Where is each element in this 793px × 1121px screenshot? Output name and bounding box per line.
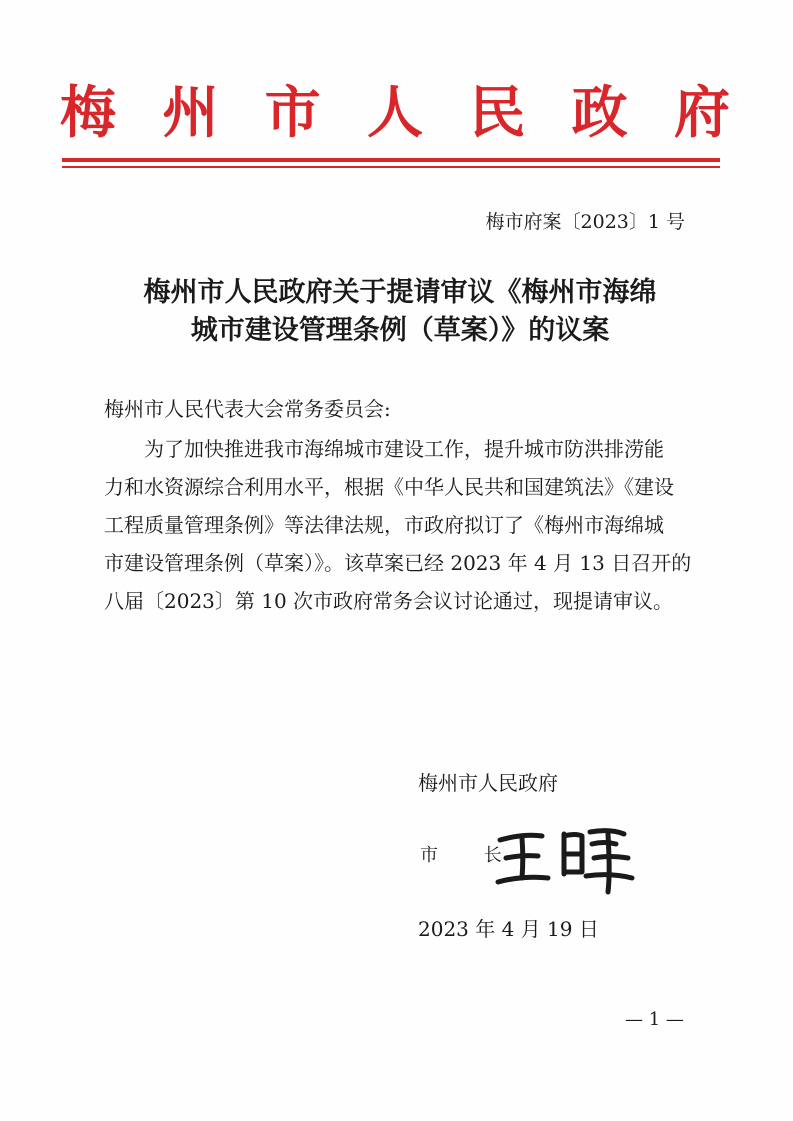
- signing-date: 2023 年 4 月 19 日: [418, 917, 599, 941]
- document-title: [100, 274, 700, 350]
- body-line: 为了加快推进我市海绵城市建设工作，提升城市防洪排涝能: [144, 437, 664, 461]
- body-line: 八届〔2023〕第 10 次市政府常务会议讨论通过，现提请审议。: [104, 589, 674, 613]
- page-number: — 1 —: [625, 1009, 684, 1030]
- red-divider-thin: [62, 166, 720, 168]
- handwritten-signature: [490, 818, 640, 898]
- body-line: 力和水资源综合利用水平，根据《中华人民共和国建筑法》《建设: [104, 475, 674, 499]
- masthead-char: 府: [673, 80, 730, 146]
- title-line-1: 梅州市人民政府关于提请审议《梅州市海绵: [143, 277, 657, 308]
- masthead-char: 市: [264, 80, 321, 146]
- red-divider-thick: [62, 158, 720, 162]
- masthead-char: 政: [571, 80, 628, 146]
- masthead-title: [60, 78, 730, 148]
- masthead-char: 州: [162, 80, 219, 146]
- salutation: 梅州市人民代表大会常务委员会:: [104, 397, 391, 421]
- masthead-char: 人: [366, 80, 423, 146]
- body-paragraph: [104, 430, 692, 620]
- title-line-2: 城市建设管理条例（草案）》的议案: [190, 315, 610, 346]
- masthead-char: 梅: [60, 80, 116, 146]
- signing-organization: 梅州市人民政府: [418, 771, 558, 795]
- body-line: 工程质量管理条例》等法律法规，市政府拟订了《梅州市海绵城: [104, 513, 664, 537]
- document-number: 梅市府案〔2023〕1 号: [485, 211, 685, 233]
- mayor-label: 市 长: [420, 845, 522, 866]
- body-line: 市建设管理条例（草案）》。该草案已经 2023 年 4 月 13 日召开的: [104, 551, 692, 575]
- masthead-char: 民: [469, 80, 526, 146]
